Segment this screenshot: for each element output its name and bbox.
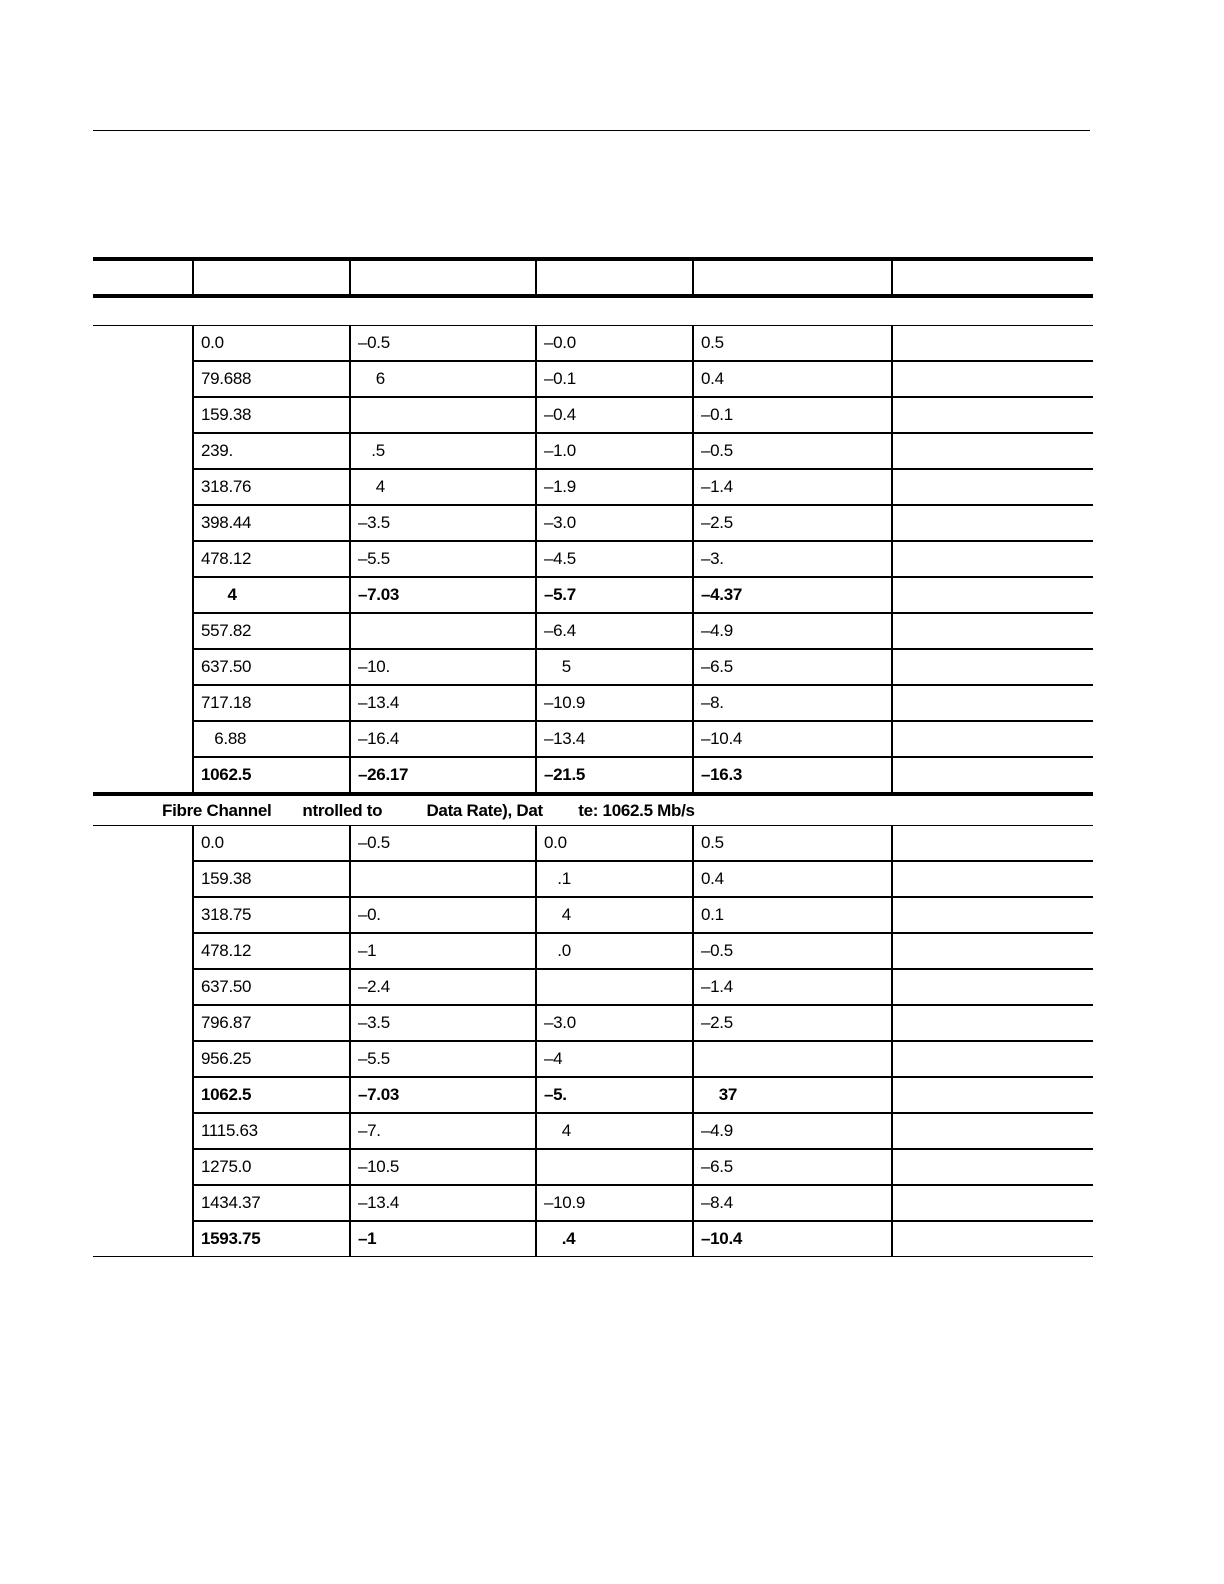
lower-limit-cell: –13.4	[350, 685, 536, 721]
upper-limit-cell: 0.5	[693, 326, 892, 362]
lower-limit-cell: –26.17	[350, 757, 536, 794]
nominal-cell: 0.0	[536, 826, 693, 862]
frequency-cell: 478.12	[193, 541, 350, 577]
upper-limit-cell: –3.	[693, 541, 892, 577]
notes-cell	[892, 1149, 1093, 1185]
notes-cell	[892, 577, 1093, 613]
lower-limit-cell	[350, 613, 536, 649]
table-row	[93, 1005, 1093, 1041]
nominal-cell: –0.4	[536, 397, 693, 433]
row-label-cell	[93, 433, 193, 469]
notes-cell	[892, 361, 1093, 397]
notes-cell	[892, 1041, 1093, 1077]
upper-limit-cell: –6.5	[693, 649, 892, 685]
frequency-cell: 318.75	[193, 897, 350, 933]
nominal-cell: –4	[536, 1041, 693, 1077]
notes-cell	[892, 613, 1093, 649]
lower-limit-cell: –0.	[350, 897, 536, 933]
lower-limit-cell: –3.5	[350, 1005, 536, 1041]
upper-limit-cell: –2.5	[693, 505, 892, 541]
notes-cell	[892, 433, 1093, 469]
upper-limit-cell: 0.5	[693, 826, 892, 862]
lower-limit-cell: –5.5	[350, 1041, 536, 1077]
frequency-cell: 318.76	[193, 469, 350, 505]
upper-limit-cell: –4.37	[693, 577, 892, 613]
frequency-cell: 956.25	[193, 1041, 350, 1077]
table-row	[93, 1113, 1093, 1149]
lower-limit-cell: –7.03	[350, 1077, 536, 1113]
notes-cell	[892, 826, 1093, 862]
upper-limit-cell: 0.4	[693, 861, 892, 897]
nominal-cell: –5.7	[536, 577, 693, 613]
frequency-cell: 478.12	[193, 933, 350, 969]
lower-limit-cell: –7.03	[350, 577, 536, 613]
section-2-body	[93, 794, 1093, 1257]
upper-limit-cell: –10.4	[693, 1221, 892, 1257]
section-2-heading-row	[93, 794, 1093, 826]
table-row	[93, 861, 1093, 897]
nominal-cell	[536, 969, 693, 1005]
nominal-cell: .0	[536, 933, 693, 969]
header-cell	[93, 259, 193, 296]
frequency-cell: 0.0	[193, 826, 350, 862]
upper-limit-cell: 0.1	[693, 897, 892, 933]
table-row	[93, 505, 1093, 541]
specification-table	[93, 257, 1093, 1257]
section-2-heading: Fibre Channel ntrolled to Data Rate), Dat te: 1062.5 Mb/s	[93, 794, 1093, 826]
lower-limit-cell: –2.4	[350, 969, 536, 1005]
frequency-cell: 79.688	[193, 361, 350, 397]
upper-limit-cell: –16.3	[693, 757, 892, 794]
nominal-cell: –0.0	[536, 326, 693, 362]
table-row	[93, 1221, 1093, 1257]
nominal-cell: .4	[536, 1221, 693, 1257]
section-1-heading-row	[93, 296, 1093, 326]
nominal-cell: 5	[536, 649, 693, 685]
table-row	[93, 397, 1093, 433]
row-label-cell	[93, 1041, 193, 1077]
frequency-cell: 557.82	[193, 613, 350, 649]
upper-limit-cell: –0.5	[693, 933, 892, 969]
upper-limit-cell: 37	[693, 1077, 892, 1113]
row-label-cell	[93, 969, 193, 1005]
header-cell	[193, 259, 350, 296]
frequency-cell: 1062.5	[193, 1077, 350, 1113]
notes-cell	[892, 721, 1093, 757]
frequency-cell: 159.38	[193, 861, 350, 897]
upper-limit-cell: –4.9	[693, 613, 892, 649]
notes-cell	[892, 861, 1093, 897]
lower-limit-cell: –1	[350, 933, 536, 969]
notes-cell	[892, 1077, 1093, 1113]
upper-limit-cell: –8.4	[693, 1185, 892, 1221]
upper-limit-cell: –6.5	[693, 1149, 892, 1185]
upper-limit-cell: –8.	[693, 685, 892, 721]
section-1-body	[93, 296, 1093, 794]
frequency-cell: 0.0	[193, 326, 350, 362]
row-label-cell	[93, 469, 193, 505]
notes-cell	[892, 649, 1093, 685]
header-cell	[892, 259, 1093, 296]
row-label-cell	[93, 933, 193, 969]
row-label-cell	[93, 505, 193, 541]
frequency-cell: 1434.37	[193, 1185, 350, 1221]
upper-limit-cell: –10.4	[693, 721, 892, 757]
lower-limit-cell	[350, 397, 536, 433]
nominal-cell: –4.5	[536, 541, 693, 577]
frequency-cell: 1115.63	[193, 1113, 350, 1149]
table-row	[93, 897, 1093, 933]
table-row	[93, 541, 1093, 577]
row-label-cell	[93, 361, 193, 397]
row-label-cell	[93, 649, 193, 685]
frequency-cell: 239.	[193, 433, 350, 469]
row-label-cell	[93, 757, 193, 794]
notes-cell	[892, 541, 1093, 577]
notes-cell	[892, 326, 1093, 362]
frequency-cell: 6.88	[193, 721, 350, 757]
table-row	[93, 721, 1093, 757]
row-label-cell	[93, 577, 193, 613]
row-label-cell	[93, 541, 193, 577]
notes-cell	[892, 933, 1093, 969]
lower-limit-cell	[350, 861, 536, 897]
nominal-cell: –13.4	[536, 721, 693, 757]
row-label-cell	[93, 397, 193, 433]
lower-limit-cell: –13.4	[350, 1185, 536, 1221]
frequency-cell: 4	[193, 577, 350, 613]
table-row	[93, 685, 1093, 721]
row-label-cell	[93, 826, 193, 862]
table-row	[93, 1149, 1093, 1185]
table-row	[93, 1077, 1093, 1113]
nominal-cell: –1.9	[536, 469, 693, 505]
upper-limit-cell: –1.4	[693, 969, 892, 1005]
notes-cell	[892, 757, 1093, 794]
lower-limit-cell: –16.4	[350, 721, 536, 757]
nominal-cell: 4	[536, 1113, 693, 1149]
nominal-cell: –5.	[536, 1077, 693, 1113]
table-row	[93, 649, 1093, 685]
table-row	[93, 577, 1093, 613]
row-label-cell	[93, 1113, 193, 1149]
lower-limit-cell: –10.	[350, 649, 536, 685]
row-label-cell	[93, 613, 193, 649]
frequency-cell: 717.18	[193, 685, 350, 721]
nominal-cell: .1	[536, 861, 693, 897]
nominal-cell: –0.1	[536, 361, 693, 397]
upper-limit-cell: –4.9	[693, 1113, 892, 1149]
lower-limit-cell: –0.5	[350, 826, 536, 862]
notes-cell	[892, 397, 1093, 433]
row-label-cell	[93, 897, 193, 933]
frequency-cell: 1593.75	[193, 1221, 350, 1257]
lower-limit-cell: –3.5	[350, 505, 536, 541]
nominal-cell: 4	[536, 897, 693, 933]
lower-limit-cell: .5	[350, 433, 536, 469]
table-header-row	[93, 259, 1093, 296]
table-row	[93, 826, 1093, 862]
lower-limit-cell: –1	[350, 1221, 536, 1257]
row-label-cell	[93, 1185, 193, 1221]
notes-cell	[892, 1221, 1093, 1257]
notes-cell	[892, 685, 1093, 721]
frequency-cell: 796.87	[193, 1005, 350, 1041]
lower-limit-cell: –7.	[350, 1113, 536, 1149]
row-label-cell	[93, 1005, 193, 1041]
upper-limit-cell: –1.4	[693, 469, 892, 505]
upper-limit-cell: –0.1	[693, 397, 892, 433]
frequency-cell: 637.50	[193, 969, 350, 1005]
header-cell	[693, 259, 892, 296]
row-label-cell	[93, 1149, 193, 1185]
lower-limit-cell: –10.5	[350, 1149, 536, 1185]
notes-cell	[892, 505, 1093, 541]
nominal-cell: –6.4	[536, 613, 693, 649]
header-cell	[350, 259, 536, 296]
table-row	[93, 326, 1093, 362]
nominal-cell: –3.0	[536, 505, 693, 541]
upper-limit-cell: 0.4	[693, 361, 892, 397]
upper-limit-cell: –0.5	[693, 433, 892, 469]
upper-limit-cell: –2.5	[693, 1005, 892, 1041]
page-header-rule	[93, 130, 1090, 131]
nominal-cell: –21.5	[536, 757, 693, 794]
nominal-cell: –10.9	[536, 1185, 693, 1221]
notes-cell	[892, 897, 1093, 933]
frequency-cell: 637.50	[193, 649, 350, 685]
notes-cell	[892, 969, 1093, 1005]
lower-limit-cell: –0.5	[350, 326, 536, 362]
lower-limit-cell: 6	[350, 361, 536, 397]
nominal-cell: –10.9	[536, 685, 693, 721]
header-cell	[536, 259, 693, 296]
frequency-cell: 159.38	[193, 397, 350, 433]
table-row	[93, 361, 1093, 397]
row-label-cell	[93, 861, 193, 897]
table-row	[93, 757, 1093, 794]
lower-limit-cell: 4	[350, 469, 536, 505]
nominal-cell: –3.0	[536, 1005, 693, 1041]
table-row	[93, 969, 1093, 1005]
upper-limit-cell	[693, 1041, 892, 1077]
table-row	[93, 613, 1093, 649]
row-label-cell	[93, 326, 193, 362]
table-row	[93, 1041, 1093, 1077]
row-label-cell	[93, 1221, 193, 1257]
frequency-cell: 398.44	[193, 505, 350, 541]
nominal-cell: –1.0	[536, 433, 693, 469]
table-row	[93, 933, 1093, 969]
table-row	[93, 469, 1093, 505]
notes-cell	[892, 469, 1093, 505]
notes-cell	[892, 1005, 1093, 1041]
row-label-cell	[93, 721, 193, 757]
frequency-cell: 1275.0	[193, 1149, 350, 1185]
row-label-cell	[93, 1077, 193, 1113]
table-row	[93, 1185, 1093, 1221]
row-label-cell	[93, 685, 193, 721]
frequency-cell: 1062.5	[193, 757, 350, 794]
notes-cell	[892, 1113, 1093, 1149]
table-row	[93, 433, 1093, 469]
notes-cell	[892, 1185, 1093, 1221]
nominal-cell	[536, 1149, 693, 1185]
lower-limit-cell: –5.5	[350, 541, 536, 577]
